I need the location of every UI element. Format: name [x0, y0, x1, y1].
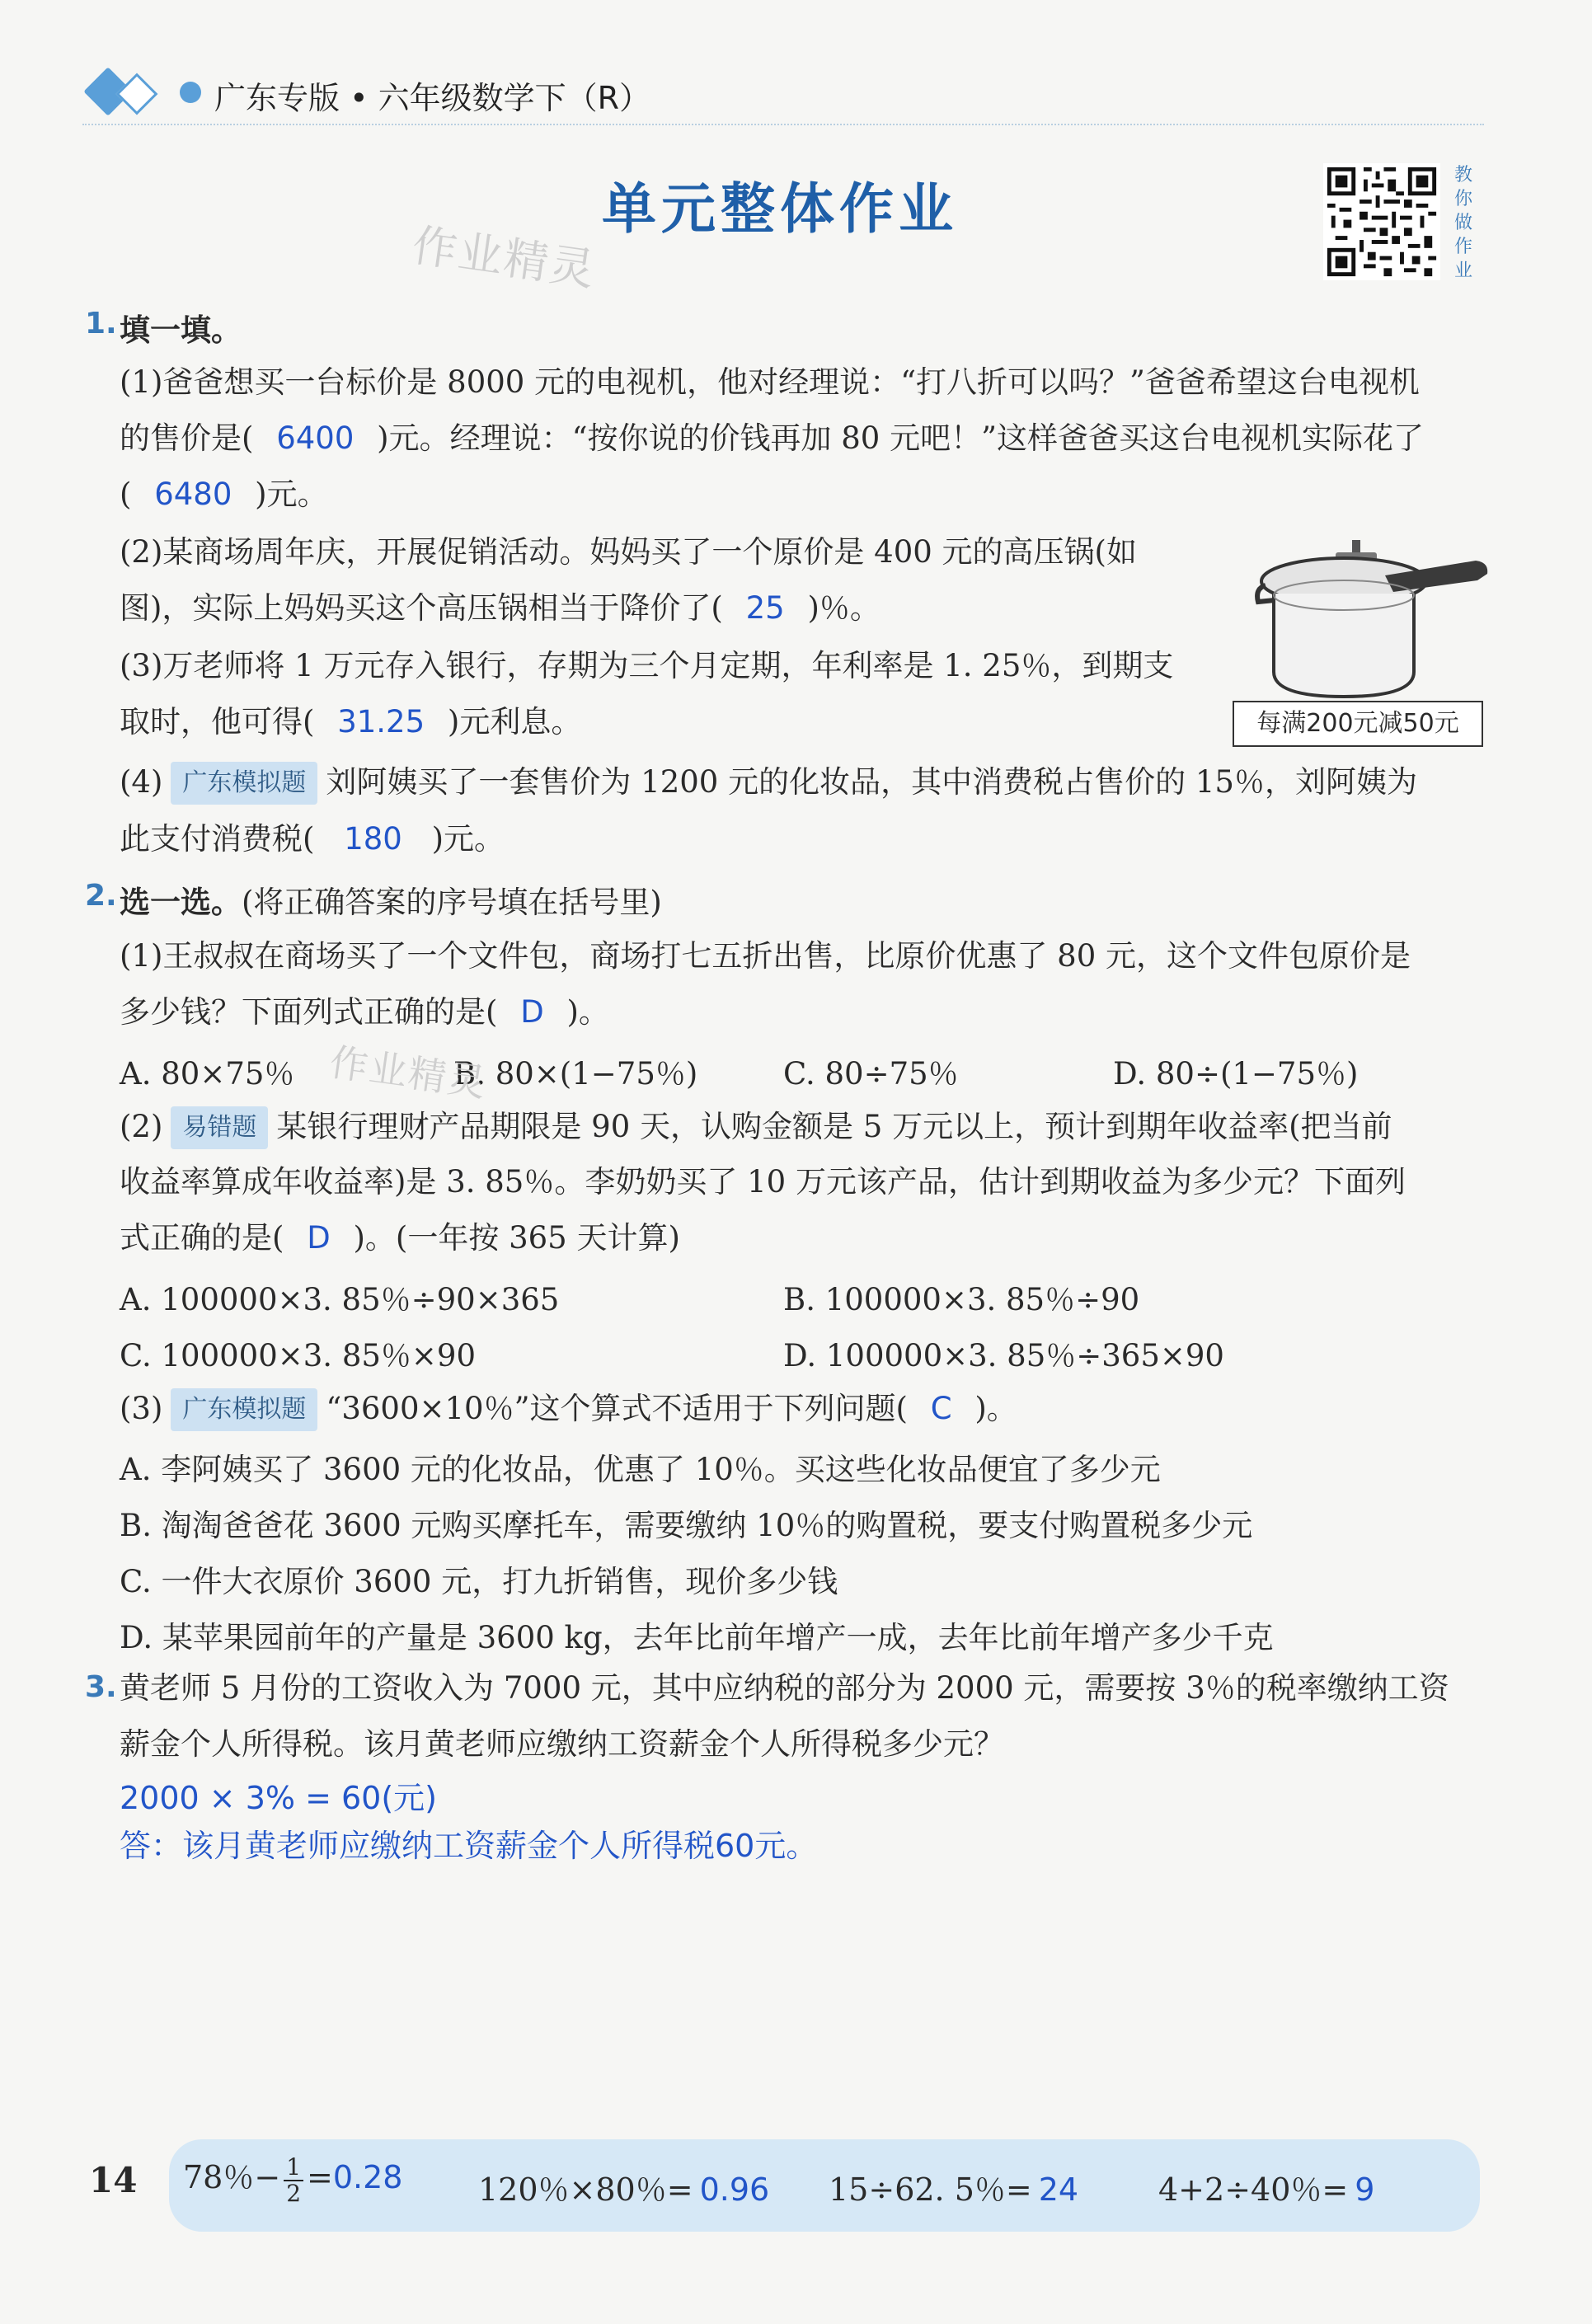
- text: )。: [974, 1391, 1017, 1426]
- denominator: 2: [286, 2179, 302, 2207]
- watermark: 作业精灵: [409, 218, 599, 297]
- text: 15÷62. 5％=: [829, 2171, 1032, 2208]
- option-a: A. 李阿姨买了 3600 元的化妆品，优惠了 10％。买这些化妆品便宜了多少元: [120, 1452, 1161, 1487]
- dot-icon: [180, 82, 201, 103]
- q1-p4-line2: [120, 819, 505, 859]
- qr-side-char: 业: [1453, 261, 1472, 281]
- answer: D: [520, 994, 544, 1030]
- option-d: D. 某苹果园前年的产量是 3600 kg，去年比前年增产一成，去年比前年增产多少千克: [120, 1620, 1274, 1655]
- text: (将正确答案的序号填在括号里): [242, 885, 662, 920]
- handwritten-answer: 答：该月黄老师应缴纳工资薪金个人所得税60元。: [120, 1828, 818, 1864]
- header-divider: [82, 124, 1484, 125]
- option-b: B. 淘淘爸爸花 3600 元购买摩托车，需要缴纳 10％的购置税，要支付购置税多少元: [120, 1508, 1253, 1543]
- text: )元利息。: [447, 704, 582, 739]
- answer: 0.96: [699, 2171, 770, 2208]
- fraction: [284, 2155, 303, 2206]
- diamond-outline-icon: [116, 73, 158, 115]
- option-b: B. 80×(1−75％): [453, 1056, 698, 1092]
- text: )元。: [431, 821, 505, 857]
- q2-s2-line1: [120, 1106, 1392, 1149]
- text: 此支付消费税(: [120, 821, 315, 857]
- qr-side-char: 作: [1453, 237, 1472, 257]
- answer: 0.28: [332, 2159, 403, 2195]
- page-title: 单元整体作业: [602, 177, 958, 241]
- q2-s2-line3: [120, 1218, 680, 1258]
- answer: 6400: [276, 420, 355, 456]
- q1-p2-line1: (2)某商场周年庆，开展促销活动。妈妈买了一个原价是 400 元的高压锅(如: [120, 534, 1137, 570]
- option-d: D. 80÷(1−75％): [1113, 1056, 1359, 1092]
- answer: 24: [1038, 2171, 1079, 2208]
- answer: 9: [1355, 2171, 1375, 2208]
- text: =: [307, 2159, 333, 2195]
- text: 的售价是(: [120, 420, 254, 456]
- text: (: [120, 477, 132, 512]
- question-number: 1.: [85, 307, 117, 340]
- question-number: 3.: [85, 1670, 117, 1704]
- page-number: 14: [89, 2160, 138, 2200]
- answer: C: [930, 1391, 952, 1426]
- text: “3600×10％”这个算式不适用于下列问题(: [326, 1391, 908, 1426]
- q1-p1-line2: [120, 419, 1424, 458]
- handwritten-calculation: 2000 × 3% = 60(元): [120, 1780, 437, 1816]
- q3-line2: 薪金个人所得税。该月黄老师应缴纳工资薪金个人所得税多少元？: [120, 1726, 1004, 1762]
- calc-3: [829, 2164, 1078, 2209]
- question-number: 2.: [85, 879, 117, 913]
- qr-side-char: 你: [1453, 189, 1472, 209]
- text: )元。经理说：“按你说的价钱再加 80 元吧！”这样爸爸买这台电视机实际花了: [377, 420, 1425, 456]
- option-c: C. 80÷75％: [783, 1056, 959, 1092]
- q1-p3-line2: [120, 702, 581, 742]
- text: 120％×80％=: [478, 2171, 693, 2208]
- question-tag: 广东模拟题: [171, 1388, 317, 1431]
- q1-p1-line3: [120, 475, 328, 514]
- q1-p2-line2: [120, 589, 881, 628]
- answer: 31.25: [337, 704, 425, 739]
- text: 多少钱？下面列式正确的是(: [120, 994, 498, 1030]
- qr-side-char: 教: [1453, 165, 1472, 185]
- answer: 180: [344, 821, 402, 857]
- pressure-cooker-icon: [1253, 528, 1492, 725]
- question-tag: 易错题: [171, 1106, 268, 1149]
- q2-s1-line1: (1)王叔叔在商场买了一个文件包，商场打七五折出售，比原价优惠了 80 元，这个文件包原价是: [120, 938, 1411, 974]
- text: 刘阿姨买了一套售价为 1200 元的化妆品，其中消费税占售价的 15％，刘阿姨为: [326, 764, 1417, 800]
- question-heading: [120, 877, 662, 922]
- qr-code-icon[interactable]: [1323, 163, 1440, 280]
- q1-p4-line1: [120, 762, 1417, 805]
- text: 取时，他可得(: [120, 704, 315, 739]
- q2-s1-line2: [120, 993, 609, 1032]
- q1-p3-line1: (3)万老师将 1 万元存入银行，存期为三个月定期，年利率是 1. 25％，到期支: [120, 648, 1174, 683]
- qr-side-label: [1451, 163, 1476, 283]
- text: 图)，实际上妈妈买这个高压锅相当于降价了(: [120, 590, 723, 626]
- option-a: A. 80×75％: [120, 1056, 295, 1092]
- answer: D: [307, 1220, 331, 1256]
- q1-p1-line1: (1)爸爸想买一台标价是 8000 元的电视机，他对经理说：“打八折可以吗？”爸爸希望这台电视机: [120, 364, 1420, 400]
- text: (4): [120, 764, 163, 800]
- watermark: 作业精灵: [326, 1039, 491, 1106]
- answer: 25: [745, 590, 785, 626]
- qr-side-char: 做: [1453, 213, 1472, 233]
- calc-4: [1158, 2164, 1374, 2209]
- option-b: B. 100000×3. 85％÷90: [783, 1282, 1140, 1317]
- calc-1: [183, 2152, 402, 2206]
- q2-s3-line1: [120, 1388, 1017, 1431]
- option-c: C. 一件大衣原价 3600 元，打九折销售，现价多少钱: [120, 1564, 838, 1599]
- text: 式正确的是(: [120, 1220, 284, 1256]
- q2-s2-line2: 收益率算成年收益率)是 3. 85％。李奶奶买了 10 万元该产品，估计到期收益为多少元？下面列: [120, 1164, 1406, 1200]
- text: 4+2÷40％=: [1158, 2171, 1349, 2208]
- text: )元。: [255, 477, 328, 512]
- text: 某银行理财产品期限是 90 天，认购金额是 5 万元以上，预计到期年收益率(把当前: [276, 1109, 1392, 1144]
- book-title: 广东专版 • 六年级数学下（R）: [214, 80, 650, 116]
- calc-2: [478, 2164, 769, 2209]
- text: 78％−: [183, 2159, 281, 2195]
- text: )。(一年按 365 天计算): [353, 1220, 680, 1256]
- answer: 6480: [154, 477, 232, 512]
- text: )％。: [807, 590, 881, 626]
- text: (3): [120, 1391, 163, 1426]
- question-tag: 广东模拟题: [171, 762, 317, 805]
- option-a: A. 100000×3. 85％÷90×365: [120, 1282, 560, 1317]
- numerator: 1: [284, 2155, 303, 2181]
- text: 选一选。: [120, 885, 242, 920]
- q3-line1: 黄老师 5 月份的工资收入为 7000 元，其中应纳税的部分为 2000 元，需要按 3％的税率缴纳工资: [120, 1670, 1449, 1706]
- option-d: D. 100000×3. 85％÷365×90: [783, 1338, 1224, 1373]
- option-c: C. 100000×3. 85％×90: [120, 1338, 476, 1373]
- promo-label: 每满200元减50元: [1233, 701, 1483, 747]
- question-heading: 填一填。: [120, 312, 242, 348]
- text: (2): [120, 1109, 163, 1144]
- text: )。: [566, 994, 609, 1030]
